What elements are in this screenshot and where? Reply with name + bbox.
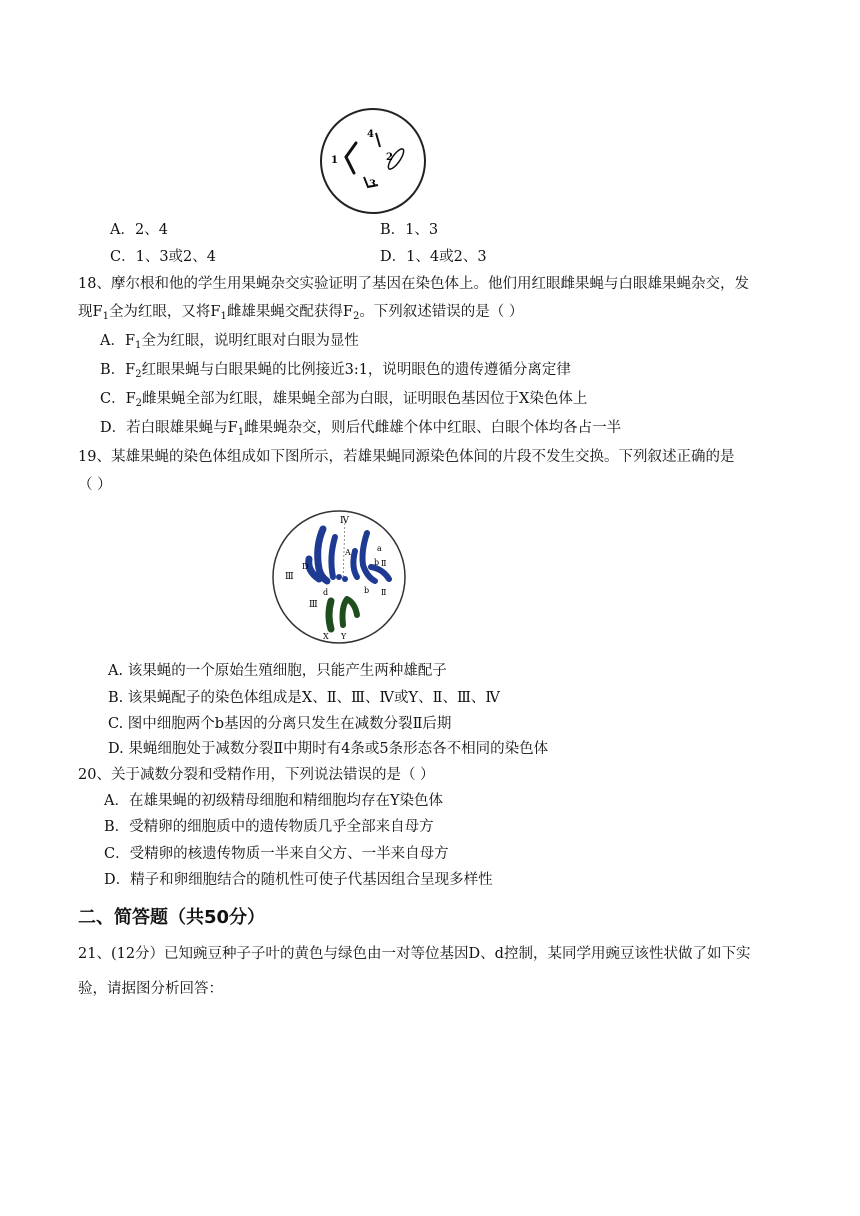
chromosome-Y (343, 599, 358, 625)
q19-option-b: B. 该果蝇配子的染色体组成是X、Ⅱ、Ⅲ、Ⅳ或Y、Ⅱ、Ⅲ、Ⅳ (108, 690, 500, 706)
q20-option-c: C．受精卵的核遗传物质一半来自父方、一半来自母方 (104, 846, 449, 862)
q19-option-a: A. 该果蝇的一个原始生殖细胞，只能产生两种雄配子 (108, 663, 447, 679)
label-Y: Y (341, 632, 347, 641)
q18-option-b: B．$F_2$红眼果蝇与白眼果蝇的比例接近3:1，说明眼色的遗传遵循分离定律 (100, 362, 571, 380)
chromosome-IV-b (342, 576, 348, 582)
q19-option-d: D. 果蝇细胞处于减数分裂Ⅱ中期时有4条或5条形态各不相同的染色体 (108, 741, 549, 757)
chromosome-X (329, 601, 331, 629)
q20-option-a: A．在雄果蝇的初级精母细胞和精细胞均存在Y染色体 (104, 793, 444, 809)
q21-line1: 21、(12分）已知豌豆种子子叶的黄色与绿色由一对等位基因D、d控制，某同学用豌豆该性状做了如下实 (78, 946, 751, 962)
q18-option-c: C．$F_2$雌果蝇全部为红眼，雄果蝇全部为白眼，证明眼色基因位于X染色体上 (100, 391, 588, 409)
label-II-lower: Ⅱ (381, 588, 387, 597)
q19-chromosome-figure (271, 507, 407, 647)
label-III-lower: Ⅲ (309, 600, 318, 610)
label-X: X (323, 632, 329, 641)
q21-line2: 验，请据图分析回答： (78, 981, 223, 997)
q17-label-1: 1 (331, 155, 338, 166)
q18-option-a: A．$F_1$全为红眼，说明红眼对白眼为显性 (100, 333, 359, 351)
chromosome-III-right (353, 551, 357, 577)
q17-label-4: 4 (367, 129, 374, 140)
q17-cell-figure (318, 107, 428, 215)
q17-label-3: 3 (369, 179, 376, 190)
chromosome-IV-a (336, 574, 342, 580)
label-II-upper: Ⅱ (381, 559, 387, 568)
q20-option-d: D．精子和卵细胞结合的随机性可使子代基因组合呈现多样性 (104, 872, 493, 888)
chromosome-II-right (363, 533, 376, 581)
q19-stem-line1: 19、某雄果蝇的染色体组成如下图所示，若雄果蝇同源染色体间的片段不发生交换。下列叙述正确的是 (78, 449, 735, 465)
q17-option-d: D．1、4或2、3 (380, 249, 487, 265)
q17-label-2: 2 (386, 152, 393, 163)
label-b-lower: b (364, 586, 370, 595)
q17-option-b: B．1、3 (380, 222, 439, 238)
q18-option-d: D．若白眼雄果蝇与$F_1$雌果蝇杂交，则后代雌雄个体中红眼、白眼个体均各占一半 (100, 420, 622, 438)
label-IV: Ⅳ (340, 516, 349, 526)
chromosome-II-left (318, 529, 327, 581)
label-b-upper: b (374, 558, 380, 567)
q18-stem-line2: 现$F_1$全为红眼，又将$F_1$雌雄果蝇交配获得$F_2$。下列叙述错误的是（ ） (78, 304, 524, 322)
q17-option-c: C．1、3或2、4 (110, 249, 217, 265)
chromosome-4 (376, 133, 380, 147)
label-d: d (323, 588, 329, 597)
q20-stem: 20、关于减数分裂和受精作用，下列说法错误的是（ ） (78, 767, 435, 783)
label-D: D (302, 562, 309, 571)
q19-stem-line2: （ ） (78, 477, 112, 493)
chromosome-II-left-b (331, 537, 335, 577)
chromosome-1 (346, 143, 356, 173)
label-a: a (377, 544, 382, 553)
q19-option-c: C. 图中细胞两个b基因的分离只发生在减数分裂Ⅱ后期 (108, 716, 452, 732)
q20-option-b: B．受精卵的细胞质中的遗传物质几乎全部来自母方 (104, 819, 434, 835)
q17-option-a: A．2、4 (110, 222, 168, 238)
label-III-left: Ⅲ (285, 572, 294, 582)
q18-stem-line1: 18、摩尔根和他的学生用果蝇杂交实验证明了基因在染色体上。他们用红眼雌果蝇与白眼雄果蝇杂交，发 (78, 276, 749, 292)
label-A: A (345, 548, 351, 557)
section-heading: 二、简答题（共50分） (78, 907, 266, 928)
